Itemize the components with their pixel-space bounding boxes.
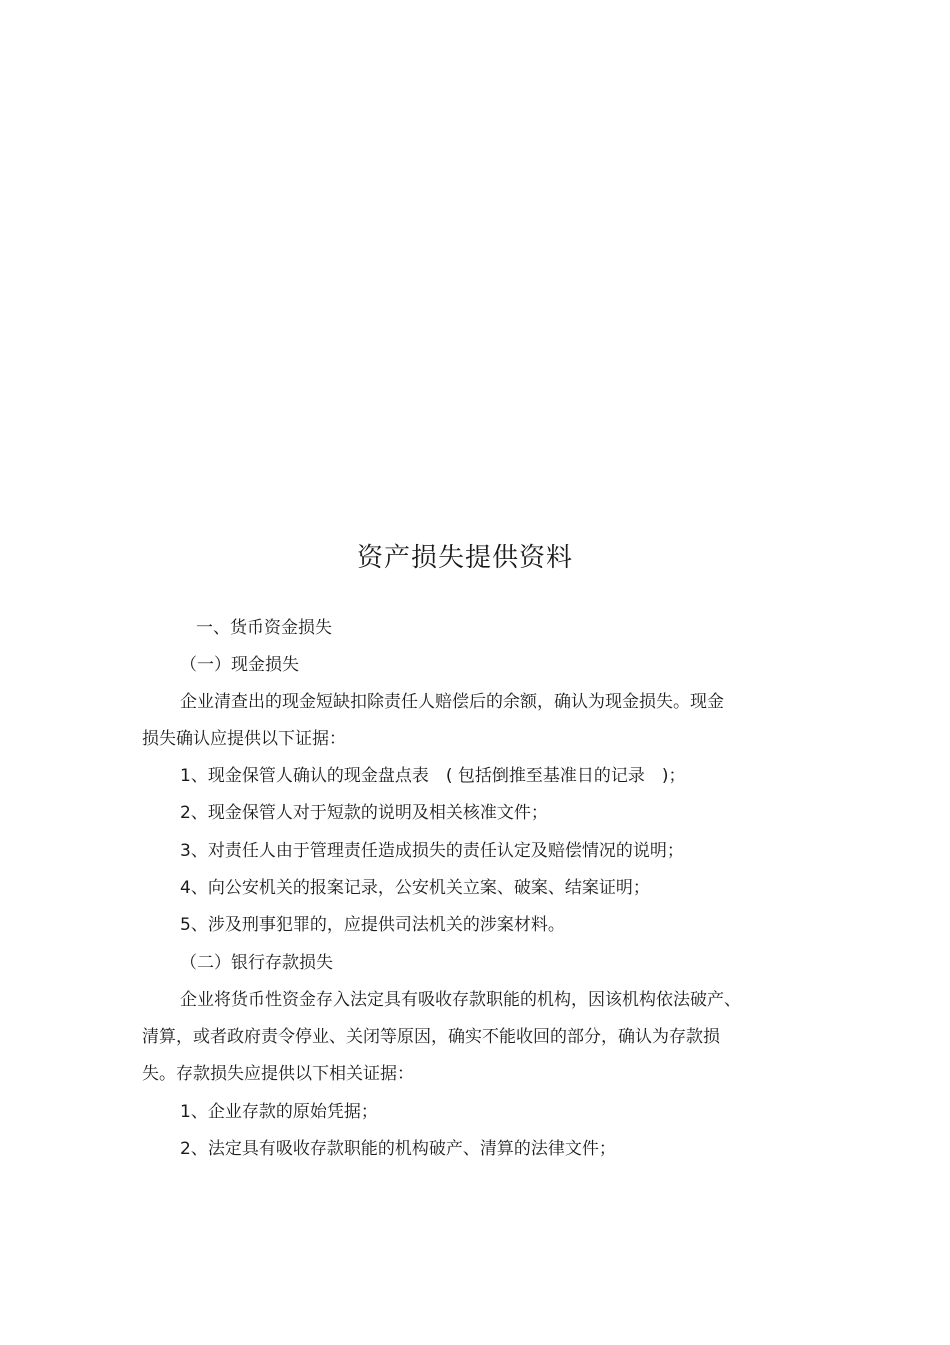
list-item: 2、现金保管人对于短款的说明及相关核准文件；: [180, 803, 548, 823]
paragraph-line: 企业将货币性资金存入法定具有吸收存款职能的机构，因该机构依法破产、: [180, 990, 741, 1010]
subsection-heading: （二）银行存款损失: [180, 953, 333, 973]
list-item: 3、对责任人由于管理责任造成损失的责任认定及赔偿情况的说明；: [180, 841, 684, 861]
paragraph-line: 企业清查出的现金短缺扣除责任人赔偿后的余额，确认为现金损失。现金: [180, 692, 724, 712]
list-item: 1、现金保管人确认的现金盘点表 ( 包括倒推至基准日的记录 )；: [180, 766, 686, 786]
section-heading: 一、货币资金损失: [196, 618, 332, 638]
list-item: 1、企业存款的原始凭据；: [180, 1102, 378, 1122]
paragraph-line: 清算，或者政府责令停业、关闭等原因，确实不能收回的部分，确认为存款损: [142, 1027, 720, 1047]
subsection-heading: （一）现金损失: [180, 655, 299, 675]
list-item: 5、涉及刑事犯罪的，应提供司法机关的涉案材料。: [180, 915, 565, 935]
paragraph-line: 失。存款损失应提供以下相关证据：: [142, 1064, 414, 1084]
document-title: 资产损失提供资料: [356, 543, 573, 573]
list-item: 2、法定具有吸收存款职能的机构破产、清算的法律文件；: [180, 1139, 616, 1159]
list-item: 4、向公安机关的报案记录，公安机关立案、破案、结案证明；: [180, 878, 650, 898]
paragraph-line: 损失确认应提供以下证据：: [142, 729, 346, 749]
